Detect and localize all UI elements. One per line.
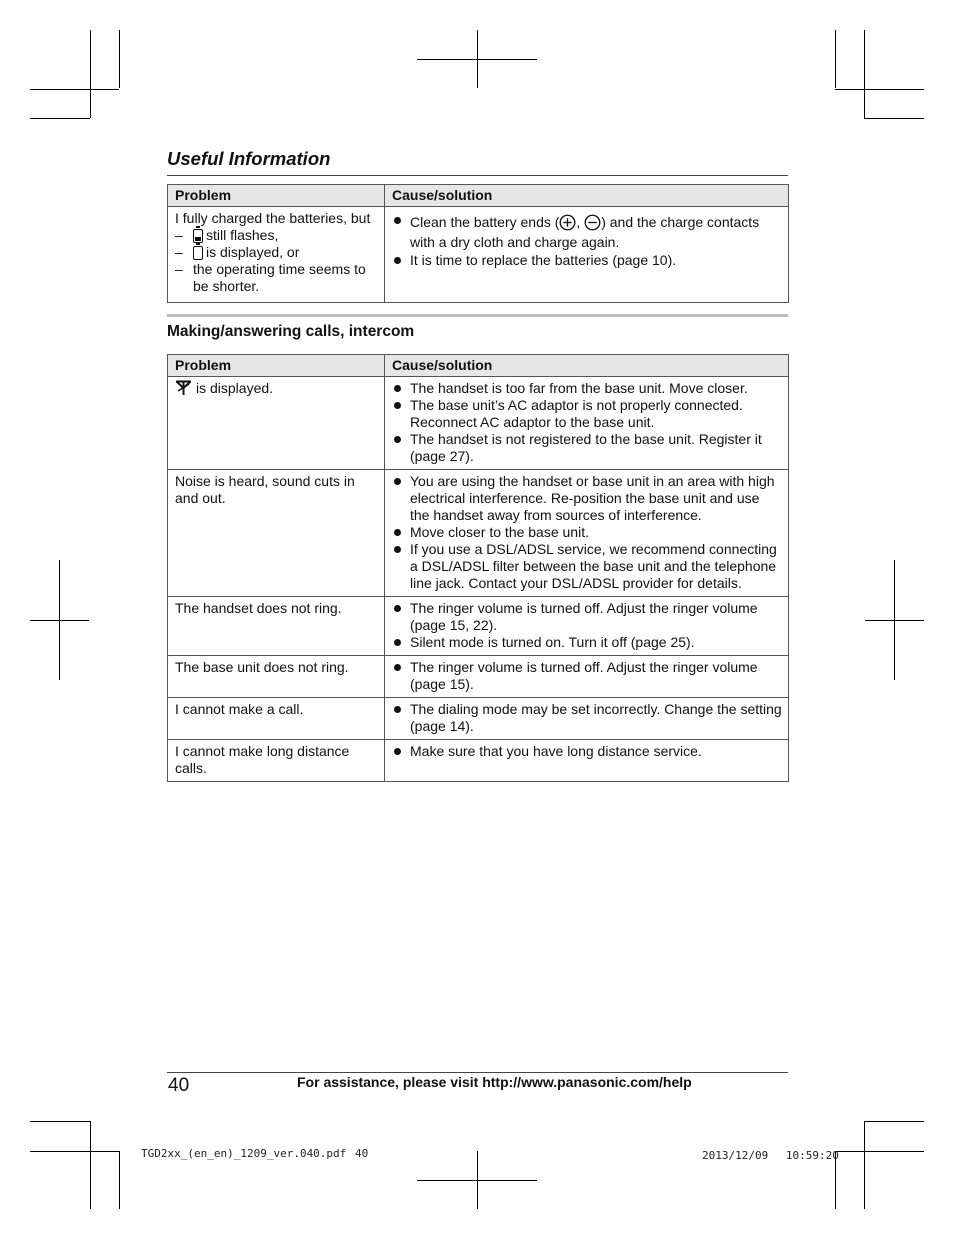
solution-item: Make sure that you have long distance service.	[392, 743, 782, 760]
solution-item: The dialing mode may be set incorrectly. Change the setting (page 14).	[392, 701, 782, 735]
section-title: Useful Information	[167, 148, 331, 169]
solution-cell	[385, 656, 789, 698]
minus-terminal-icon	[584, 214, 601, 231]
solution-cell	[385, 698, 789, 740]
solution-item: You are using the handset or base unit in an area with high electrical interference. Re-position the base unit and use the handset away from sources of interference.	[392, 473, 782, 524]
solution-cell	[385, 377, 789, 470]
solution-column-header: Cause/solution	[385, 185, 789, 207]
problem-column-header: Problem	[168, 355, 385, 377]
solution-item: The handset is not registered to the base unit. Register it (page 27).	[392, 431, 782, 465]
solution-item: Move closer to the base unit.	[392, 524, 782, 541]
list-item: – is displayed, or	[175, 244, 300, 260]
table-row	[168, 740, 789, 782]
battery-empty-icon	[193, 246, 203, 260]
table-row	[168, 698, 789, 740]
battery-troubleshooting-table	[167, 184, 789, 303]
problem-cell: The handset does not ring.	[168, 597, 385, 656]
solution-item: The ringer volume is turned off. Adjust the ringer volume (page 15, 22).	[392, 600, 782, 634]
solution-cell	[385, 740, 789, 782]
solution-item: Silent mode is turned on. Turn it off (page 25).	[392, 634, 782, 651]
solution-cell	[385, 597, 789, 656]
problem-cell: I cannot make long distance calls.	[168, 740, 385, 782]
solution-item: The base unit’s AC adaptor is not properly connected. Reconnect AC adaptor to the base unit.	[392, 397, 782, 431]
solution-cell	[385, 207, 789, 303]
list-item: – still flashes,	[175, 227, 279, 243]
problem-cell: I cannot make a call.	[168, 698, 385, 740]
problem-cell	[168, 207, 385, 303]
plus-terminal-icon	[559, 214, 576, 231]
section-divider	[167, 314, 788, 317]
print-file-page: 40	[355, 1147, 369, 1160]
solution-item: Clean the battery ends ( , ) and the charge contacts with a dry cloth and charge again.	[392, 212, 782, 252]
problem-column-header: Problem	[168, 185, 385, 207]
page-number: 40	[168, 1075, 190, 1096]
table-row	[168, 656, 789, 698]
title-rule	[167, 175, 788, 176]
table-header-row	[168, 355, 789, 377]
battery-low-icon	[193, 229, 203, 243]
subsection-title: Making/answering calls, intercom	[167, 323, 415, 340]
problem-intro: I fully charged the batteries, but	[175, 210, 371, 226]
calls-troubleshooting-table	[167, 354, 789, 782]
problem-cell: is displayed.	[168, 377, 385, 470]
list-item: – the operating time seems to be shorter.	[175, 261, 366, 294]
print-file-name: TGD2xx_(en_en)_1209_ver.040.pdf	[141, 1147, 347, 1160]
problem-cell: The base unit does not ring.	[168, 656, 385, 698]
solution-cell	[385, 470, 789, 597]
assistance-link-text: For assistance, please visit http://www.panasonic.com/help	[297, 1074, 692, 1090]
solution-item: The ringer volume is turned off. Adjust the ringer volume (page 15).	[392, 659, 782, 693]
antenna-out-of-range-icon	[175, 380, 192, 396]
footer-rule	[167, 1072, 788, 1073]
solution-column-header: Cause/solution	[385, 355, 789, 377]
solution-item: It is time to replace the batteries (page 10).	[392, 252, 782, 269]
table-row	[168, 377, 789, 470]
table-row	[168, 597, 789, 656]
problem-cell: Noise is heard, sound cuts in and out.	[168, 470, 385, 597]
print-timestamp: 2013/12/09 10:59:20	[702, 1149, 839, 1162]
table-row	[168, 207, 789, 303]
table-header-row	[168, 185, 789, 207]
solution-item: If you use a DSL/ADSL service, we recommend connecting a DSL/ADSL filter between the base unit and the telephone line jack. Contact your DSL/ADSL provider for details.	[392, 541, 782, 592]
solution-item: The handset is too far from the base unit. Move closer.	[392, 380, 782, 397]
table-row	[168, 470, 789, 597]
